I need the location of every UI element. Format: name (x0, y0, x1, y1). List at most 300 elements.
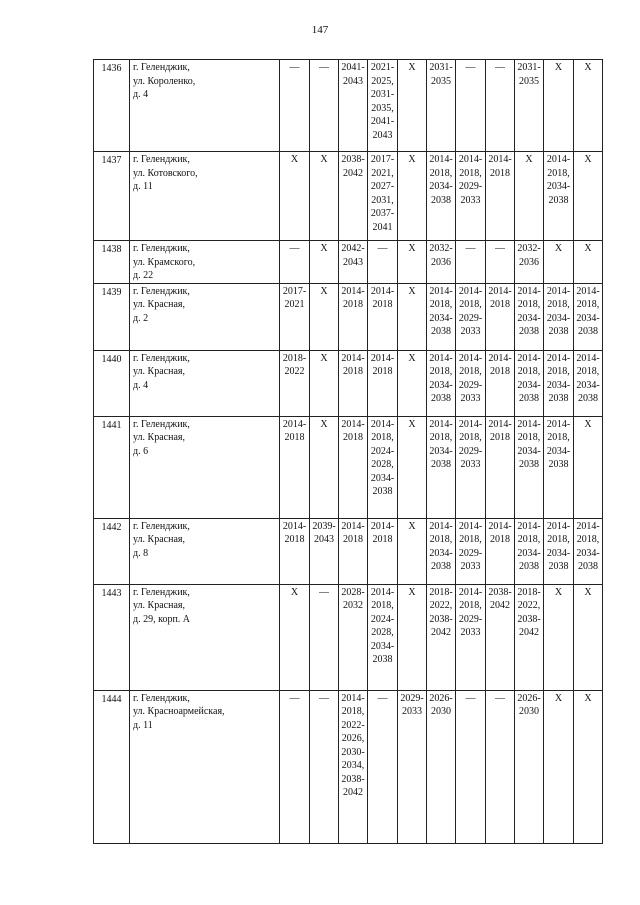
schedule-value: 2014- (341, 692, 365, 704)
schedule-cell (368, 518, 398, 584)
schedule-cell (456, 690, 486, 843)
address-line: ул. Красная, (133, 366, 185, 377)
schedule-value: — (319, 586, 329, 598)
schedule-value: 2014- (429, 352, 453, 364)
schedule-value: X (408, 243, 416, 254)
schedule-value: 2022- (341, 719, 365, 731)
schedule-value: 2042 (343, 787, 363, 798)
schedule-value: 2014- (546, 154, 571, 165)
schedule-cell (486, 283, 515, 350)
schedule-cell (427, 584, 456, 690)
schedule-value: 2014- (370, 352, 395, 364)
schedule-value: 2034- (517, 379, 541, 391)
schedule-value: 2018, (576, 366, 600, 377)
address-line: г. Геленджик, (133, 62, 190, 73)
schedule-value: 2018, (547, 534, 570, 545)
schedule-value: 2033 (460, 459, 481, 470)
schedule-value: 2014- (517, 352, 541, 364)
schedule-cell (368, 350, 398, 416)
schedule-value: X (584, 62, 592, 73)
schedule-value: 2041- (341, 62, 365, 73)
schedule-value: 2018, (459, 600, 482, 611)
schedule-value: X (554, 586, 563, 598)
schedule-value: 2034- (517, 312, 541, 324)
schedule-value: 2038 (548, 459, 569, 470)
schedule-cell (427, 152, 456, 241)
schedule-cell (574, 283, 603, 350)
schedule-value: 2014- (370, 418, 395, 430)
schedule-value: X (320, 154, 328, 165)
schedule-value: 2014- (458, 520, 483, 532)
schedule-value: 2034- (517, 445, 541, 457)
address-cell (130, 518, 280, 584)
schedule-cell (515, 60, 544, 152)
schedule-value: X (320, 418, 328, 430)
row-number: 1438 (94, 241, 130, 284)
table-row (94, 350, 603, 416)
schedule-value: 2018 (343, 432, 363, 443)
schedule-value: 2018, (429, 366, 453, 377)
schedule-value: 2018, (371, 432, 394, 443)
schedule-value: 2014- (458, 154, 483, 165)
schedule-cell (398, 283, 427, 350)
schedule-value: 2030 (519, 706, 539, 717)
schedule-value: — (495, 692, 505, 704)
schedule-value: 2034- (370, 640, 395, 652)
address-line: д. 11 (133, 719, 153, 731)
schedule-cell (339, 60, 368, 152)
schedule-cell (544, 60, 574, 152)
schedule-cell (398, 60, 427, 152)
schedule-value: 2022 (284, 366, 305, 377)
schedule-value: 2018, (517, 534, 541, 545)
schedule-value: 2014- (546, 418, 571, 430)
schedule-value: 2026- (517, 692, 541, 704)
schedule-value: 2034- (546, 547, 571, 559)
schedule-value: 2018, (429, 432, 453, 443)
schedule-value: 2034, (341, 760, 365, 771)
schedule-cell (544, 241, 574, 284)
address-cell (130, 416, 280, 518)
schedule-value: 2029- (400, 692, 424, 704)
schedule-cell (544, 350, 574, 416)
schedule-value: 2018, (547, 366, 570, 377)
schedule-value: 2038 (578, 393, 598, 404)
schedule-value: 2021 (284, 299, 305, 310)
schedule-value: 2035, (371, 102, 394, 114)
schedule-cell (486, 350, 515, 416)
schedule-value: 2014- (429, 418, 453, 430)
schedule-cell (310, 283, 339, 350)
schedule-value: 2029- (458, 547, 483, 559)
schedule-cell (427, 241, 456, 284)
schedule-value: 2018 (490, 299, 510, 310)
schedule-value: 2014- (546, 352, 571, 364)
schedule-value: 2018, (429, 299, 453, 310)
schedule-value: 2014- (429, 520, 453, 532)
schedule-cell (515, 584, 544, 690)
table-row (94, 283, 603, 350)
schedule-value: 2018, (429, 534, 453, 545)
schedule-value: — (495, 62, 505, 73)
schedule-value: 2014- (576, 520, 600, 532)
address-line: ул. Красная, (133, 299, 185, 310)
schedule-value: 2034- (576, 547, 600, 559)
schedule-value: 2018 (372, 366, 393, 377)
schedule-value: 2014- (517, 520, 541, 532)
schedule-value: 2021- (370, 62, 395, 73)
schedule-cell (515, 241, 544, 284)
schedule-value: 2018- (429, 586, 453, 598)
schedule-value: 2034- (546, 445, 571, 457)
schedule-value: X (320, 285, 328, 297)
schedule-value: 2042 (431, 627, 451, 638)
schedule-value: 2018 (343, 366, 363, 377)
schedule-value: 2014- (488, 520, 512, 532)
schedule-cell (544, 584, 574, 690)
schedule-cell (486, 152, 515, 241)
schedule-value: 2034- (546, 181, 571, 192)
schedule-value: 2032 (343, 600, 363, 611)
schedule-cell (368, 690, 398, 843)
schedule-cell (486, 241, 515, 284)
schedule-value: 2028, (371, 459, 394, 470)
schedule-cell (486, 416, 515, 518)
schedule-value: X (584, 154, 592, 165)
row-number: 1441 (94, 416, 130, 518)
schedule-cell (574, 241, 603, 284)
schedule-cell (515, 283, 544, 350)
schedule-value: 2014- (488, 352, 512, 364)
schedule-value: 2028- (341, 586, 365, 598)
schedule-cell (398, 690, 427, 843)
schedule-value: 2038 (519, 326, 539, 337)
schedule-cell (456, 350, 486, 416)
schedule-value: 2031, (371, 194, 394, 206)
schedule-cell (515, 416, 544, 518)
schedule-cell (310, 350, 339, 416)
schedule-value: 2014- (576, 285, 600, 297)
schedule-value: 2018, (547, 167, 570, 179)
schedule-value: — (465, 62, 476, 73)
schedule-value: 2026, (341, 733, 365, 744)
row-number: 1442 (94, 518, 130, 584)
schedule-value: 2033 (402, 706, 422, 717)
address-line: г. Геленджик, (133, 352, 190, 364)
address-cell (130, 283, 280, 350)
row-number: 1437 (94, 152, 130, 241)
schedule-value: 2038 (519, 393, 539, 404)
housing-repair-schedule-table (93, 59, 603, 844)
schedule-cell (574, 584, 603, 690)
schedule-value: 2018, (459, 534, 482, 545)
schedule-value: 2014- (429, 285, 453, 297)
schedule-value: 2014- (429, 154, 453, 165)
address-cell (130, 690, 280, 843)
schedule-value: 2014- (458, 352, 483, 364)
schedule-cell (456, 241, 486, 284)
schedule-value: 2018 (343, 299, 363, 310)
schedule-cell (339, 350, 368, 416)
schedule-value: 2038- (488, 586, 512, 598)
schedule-cell (339, 241, 368, 284)
schedule-value: 2018, (459, 167, 482, 179)
schedule-value: 2014- (341, 285, 365, 297)
schedule-cell (515, 518, 544, 584)
schedule-value: X (290, 586, 299, 598)
schedule-value: 2018, (459, 366, 482, 377)
schedule-cell (544, 690, 574, 843)
schedule-value: 2038 (519, 459, 539, 470)
schedule-cell (310, 241, 339, 284)
schedule-cell (310, 152, 339, 241)
schedule-value: X (320, 352, 328, 364)
schedule-cell (574, 690, 603, 843)
schedule-value: 2041 (372, 221, 393, 233)
schedule-cell (368, 60, 398, 152)
schedule-cell (398, 241, 427, 284)
schedule-value: 2018, (459, 299, 482, 310)
schedule-value: 2018 (490, 366, 510, 377)
schedule-cell (368, 283, 398, 350)
schedule-value: 2018, (371, 600, 394, 611)
schedule-value: 2033 (460, 326, 481, 337)
schedule-value: 2014- (488, 154, 512, 165)
schedule-value: 2018 (490, 432, 510, 443)
schedule-value: 2031- (517, 62, 541, 73)
schedule-cell (515, 350, 544, 416)
schedule-cell (544, 152, 574, 241)
schedule-value: 2018 (490, 167, 510, 179)
schedule-value: 2038 (431, 393, 451, 404)
schedule-value: 2018, (341, 706, 365, 717)
schedule-cell (427, 283, 456, 350)
address-line: д. 4 (133, 89, 149, 100)
address-line: д. 4 (133, 379, 149, 391)
schedule-value: 2014- (458, 285, 483, 297)
schedule-value: 2014- (370, 520, 395, 532)
address-cell (130, 584, 280, 690)
schedule-value: X (290, 154, 299, 165)
schedule-value: X (554, 243, 563, 254)
schedule-value: 2033 (460, 561, 481, 572)
address-line: ул. Короленко, (133, 75, 196, 87)
schedule-value: X (554, 62, 563, 73)
schedule-value: 2031- (370, 89, 395, 100)
schedule-value: 2042 (343, 167, 363, 179)
schedule-value: 2036 (519, 256, 539, 268)
schedule-value: 2038- (341, 154, 365, 165)
schedule-value: 2024- (370, 613, 395, 625)
address-line: г. Геленджик, (133, 586, 190, 598)
schedule-value: 2025, (371, 75, 394, 87)
schedule-value: 2018 (284, 534, 305, 545)
schedule-cell (339, 152, 368, 241)
schedule-value: — (289, 692, 300, 704)
schedule-value: 2014- (488, 418, 512, 430)
schedule-value: 2018, (429, 167, 453, 179)
schedule-value: 2029- (458, 613, 483, 625)
schedule-value: 2018 (284, 432, 305, 443)
address-line: ул. Красная, (133, 534, 185, 545)
schedule-value: 2014- (517, 418, 541, 430)
schedule-value: 2038 (372, 654, 393, 665)
schedule-cell (310, 416, 339, 518)
schedule-value: — (377, 243, 388, 254)
schedule-value: 2021, (371, 167, 394, 179)
schedule-value: X (408, 586, 416, 598)
address-line: ул. Красная, (133, 600, 185, 611)
schedule-value: — (289, 62, 300, 73)
address-line: г. Геленджик, (133, 285, 190, 297)
schedule-value: 2032- (429, 243, 453, 254)
schedule-value: 2038- (341, 773, 365, 785)
schedule-value: 2018, (517, 366, 541, 377)
schedule-value: X (584, 243, 592, 254)
address-line: д. 8 (133, 547, 149, 559)
address-line: г. Геленджик, (133, 418, 190, 430)
schedule-value: 2034- (546, 312, 571, 324)
address-line: ул. Красноармейская, (133, 706, 225, 717)
schedule-cell (515, 152, 544, 241)
schedule-value: 2039- (312, 520, 336, 532)
schedule-value: 2014- (282, 520, 307, 532)
schedule-cell (574, 350, 603, 416)
schedule-value: 2042 (490, 600, 510, 611)
schedule-value: 2034- (429, 379, 453, 391)
schedule-value: X (584, 586, 592, 598)
schedule-value: 2014- (341, 418, 365, 430)
schedule-value: 2031- (429, 62, 453, 73)
schedule-value: 2036 (431, 256, 451, 268)
schedule-value: 2034- (429, 181, 453, 192)
schedule-value: 2038 (431, 561, 451, 572)
schedule-value: 2038 (372, 486, 393, 497)
row-number: 1436 (94, 60, 130, 152)
schedule-value: 2024- (370, 445, 395, 457)
schedule-value: X (408, 62, 416, 73)
schedule-value: 2034- (517, 547, 541, 559)
schedule-value: 2038 (431, 194, 451, 206)
address-cell (130, 152, 280, 241)
schedule-value: 2030- (341, 746, 365, 758)
address-line: г. Геленджик, (133, 692, 190, 704)
schedule-value: 2027- (370, 181, 395, 192)
schedule-value: 2018 (372, 299, 393, 310)
schedule-value: 2014- (370, 285, 395, 297)
schedule-value: 2014- (546, 285, 571, 297)
schedule-cell (427, 518, 456, 584)
schedule-value: 2017- (370, 154, 395, 165)
schedule-value: — (495, 243, 505, 254)
schedule-cell (310, 690, 339, 843)
schedule-value: 2014- (576, 352, 600, 364)
schedule-value: 2018- (517, 586, 541, 598)
schedule-value: 2042 (519, 627, 539, 638)
schedule-cell (339, 283, 368, 350)
table-row (94, 416, 603, 518)
row-number: 1439 (94, 283, 130, 350)
schedule-cell (280, 152, 310, 241)
schedule-value: 2034- (429, 547, 453, 559)
schedule-value: X (408, 285, 416, 297)
schedule-value: 2035 (431, 75, 451, 87)
schedule-value: 2022, (517, 600, 541, 611)
schedule-value: 2038- (517, 613, 541, 625)
schedule-cell (368, 152, 398, 241)
schedule-value: — (319, 62, 329, 73)
schedule-cell (280, 60, 310, 152)
schedule-value: 2034- (546, 379, 571, 391)
row-number: 1443 (94, 584, 130, 690)
schedule-cell (574, 416, 603, 518)
schedule-cell (574, 518, 603, 584)
schedule-value: 2018 (490, 534, 510, 545)
schedule-cell (544, 416, 574, 518)
schedule-cell (339, 518, 368, 584)
address-cell (130, 241, 280, 284)
schedule-value: — (289, 243, 300, 254)
schedule-value: 2034- (429, 312, 453, 324)
schedule-value: 2038 (548, 561, 569, 572)
schedule-value: X (408, 352, 416, 364)
address-line: д. 6 (133, 445, 149, 457)
schedule-value: 2032- (517, 243, 541, 254)
schedule-cell (427, 350, 456, 416)
schedule-value: 2022, (429, 600, 453, 611)
schedule-value: 2043 (343, 256, 363, 268)
schedule-cell (280, 283, 310, 350)
schedule-cell (486, 60, 515, 152)
address-line: ул. Котовского, (133, 167, 198, 179)
schedule-value: 2018 (343, 534, 363, 545)
schedule-cell (280, 518, 310, 584)
schedule-value: 2018, (517, 299, 541, 310)
schedule-cell (280, 416, 310, 518)
schedule-cell (515, 690, 544, 843)
schedule-value: 2041- (370, 116, 395, 127)
table-row (94, 60, 603, 152)
schedule-value: 2018, (459, 432, 482, 443)
schedule-value: 2043 (314, 534, 334, 545)
schedule-cell (310, 60, 339, 152)
schedule-value: 2014- (458, 586, 483, 598)
address-cell (130, 350, 280, 416)
address-line: ул. Крамского, (133, 256, 196, 268)
row-number: 1440 (94, 350, 130, 416)
schedule-value: 2029- (458, 445, 483, 457)
schedule-value: 2018, (547, 432, 570, 443)
schedule-cell (280, 241, 310, 284)
table-row (94, 690, 603, 843)
schedule-value: 2043 (372, 129, 393, 141)
address-line: ул. Красная, (133, 432, 185, 443)
schedule-value: X (584, 418, 592, 430)
schedule-value: 2017- (282, 285, 307, 297)
schedule-value: 2033 (460, 627, 481, 638)
schedule-value: 2033 (460, 194, 481, 206)
address-line: г. Геленджик, (133, 520, 190, 532)
schedule-value: 2014- (517, 285, 541, 297)
schedule-value: 2014- (488, 285, 512, 297)
schedule-value: X (320, 243, 328, 254)
schedule-value: 2014- (341, 520, 365, 532)
row-number: 1444 (94, 690, 130, 843)
schedule-cell (398, 152, 427, 241)
schedule-cell (544, 283, 574, 350)
schedule-value: 2042- (341, 243, 365, 254)
schedule-cell (368, 241, 398, 284)
